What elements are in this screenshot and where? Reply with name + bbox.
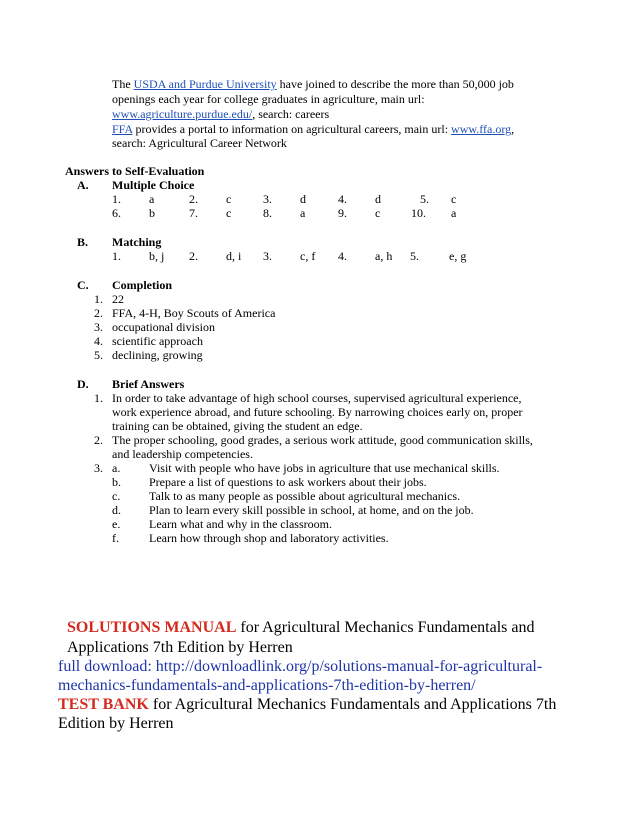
intro-line-2: openings each year for college graduates in agriculture, main url: [112,92,425,106]
section-a-title: Multiple Choice [112,178,195,192]
list-item-text: occupational division [112,320,215,334]
list-item: 3. [94,320,103,334]
ffa-url-link[interactable]: www.ffa.org [451,122,512,136]
sub-item-text: Learn what and why in the classroom. [149,517,332,531]
sub-item-text: Prepare a list of questions to ask workers about their jobs. [149,475,427,489]
list-item-text: FFA, 4-H, Boy Scouts of America [112,306,276,320]
brief-answer-1-line: training can be obtained, giving the student an edge. [112,419,363,433]
intro-line-3: www.agriculture.purdue.edu/, search: careers [112,107,330,121]
brief-answer-1-num: 1. [94,391,103,405]
ffa-link[interactable]: FFA [112,122,133,136]
test-bank-line-2: Edition by Herren [58,715,174,732]
brief-answer-2-line: and leadership competencies. [112,447,253,461]
section-d-letter: D. [77,377,89,391]
solutions-manual-line-2: Applications 7th Edition by Herren [67,639,293,656]
section-a-letter: A. [77,178,89,192]
download-link-line-1[interactable]: full download: http://downloadlink.org/p/solutions-manual-for-agricultural- [58,658,543,675]
section-b-letter: B. [77,235,89,249]
solutions-manual-label: SOLUTIONS MANUAL [67,619,237,636]
section-c-title: Completion [112,278,172,292]
brief-answer-1-line: In order to take advantage of high school courses, supervised agricultural experience, [112,391,522,405]
brief-answer-3-num: 3. [94,461,103,475]
brief-answer-1-line: work experience abroad, and future schooling. By narrowing choices early on, proper [112,405,523,419]
answers-heading: Answers to Self-Evaluation [65,164,205,178]
intro-line-5: search: Agricultural Career Network [112,136,287,150]
usda-purdue-link[interactable]: USDA and Purdue University [133,77,277,91]
solutions-manual-line-1: SOLUTIONS MANUAL for Agricultural Mechanics Fundamentals and [67,619,535,636]
sub-item-text: Learn how through shop and laboratory activities. [149,531,389,545]
list-item: 4. [94,334,103,348]
section-b-title: Matching [112,235,162,249]
download-link-line-2[interactable]: mechanics-fundamentals-and-applications-7th-edition-by-herren/ [58,677,476,694]
list-item-text: scientific approach [112,334,203,348]
document-page: The USDA and Purdue University have joined to describe the more than 50,000 job openings each year for college graduates in agriculture, main url: www.agriculture.purdue.edu/, search: careers FFA provides a portal to information on agricultural careers, main url: www.ffa.org, search: Agricultural Career Network Answers to Self-Evaluation A. Multiple Choice 1. a 2. c 3. d 4. d 5. c 6. b 7. c 8. a 9. c 10. a B. Matching 1. b, j 2. d, i 3. c, f 4. a, h 5. e, g C. Completion 1. 22 2. FFA, 4-H, Boy Scouts of America 3. occupational division 4. scientific approach 5. declining, growing D. Brief Answers 1. In order to take advantage of high school courses, supervised agricultural experience, work experience abroad, and future schooling. By narrowing choices early on, proper training can be obtained, giving the student an edge. 2. The proper schooling, good grades, a serious work attitude, good communication skills, and leadership competencies. 3. a. Visit with people who have jobs in agriculture that use mechanical skills. b. Prepare a list of questions to ask workers about their jobs. c. Talk to as many people as possible about agricultural mechanics. d. Plan to learn every skill possible in school, at home, and on the job. e. Learn what and why in the classroom. f. Learn how through shop and laboratory activities. SOLUTIONS MANUAL for Agricultural Mechanics Fundamentals and Applications 7th Edition by Herren full download: http://downloadlink.org/p/solutions-manual-for-agricultural- mechanics-fundamentals-and-applications-7th-edition-by-herren/ TEST BANK for Agricultural Mechanics Fundamentals and Applications 7th Edition by Herren [58,77,557,732]
test-bank-line-1: TEST BANK for Agricultural Mechanics Fundamentals and Applications 7th [58,696,557,713]
purdue-url-link[interactable]: www.agriculture.purdue.edu/ [112,107,253,121]
list-item-text: declining, growing [112,348,203,362]
intro-line-4: FFA provides a portal to information on agricultural careers, main url: www.ffa.org, [112,122,515,136]
intro-line-1: The USDA and Purdue University have joined to describe the more than 50,000 job [112,77,514,91]
list-item-text: 22 [112,292,124,306]
sub-item-text: Plan to learn every skill possible in school, at home, and on the job. [149,503,474,517]
list-item: 2. [94,306,103,320]
section-c-letter: C. [77,278,89,292]
section-d-title: Brief Answers [112,377,185,391]
brief-answer-2-line: The proper schooling, good grades, a serious work attitude, good communication skills, [112,433,533,447]
list-item: 1. [94,292,103,306]
list-item: 5. [94,348,103,362]
brief-answer-2-num: 2. [94,433,103,447]
sub-item-text: Talk to as many people as possible about agricultural mechanics. [149,489,461,503]
sub-item-text: Visit with people who have jobs in agriculture that use mechanical skills. [149,461,500,475]
test-bank-label: TEST BANK [58,696,149,713]
